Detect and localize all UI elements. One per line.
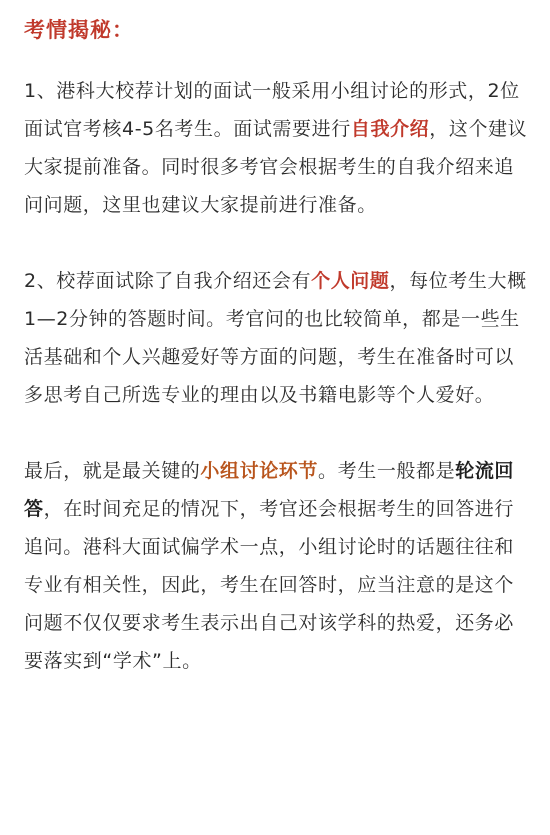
- paragraph-1-text-b: ，这个建议大家提前准备。同时很多考官会根据考生的自我介绍来追问问题，这里也建议大家提前进行准备。: [24, 118, 528, 216]
- paragraph-1: [24, 72, 528, 224]
- paragraph-2: [24, 262, 528, 414]
- section-heading: 考情揭秘：: [24, 18, 134, 42]
- paragraph-3-text-c: ，在时间充足的情况下，考官还会根据考生的回答进行追问。港科大面试偏学术一点，小组讨论时的话题往往和专业有相关性，因此，考生在回答时，应当注意的是这个问题不仅仅要求考生表示出自己对该学科的热爱，还务必要落实到“学术”上。: [24, 498, 515, 672]
- bold-take-turns: 轮流回答: [24, 460, 515, 520]
- highlight-self-intro: 自我介绍: [350, 118, 430, 140]
- paragraph-3: [24, 452, 528, 680]
- highlight-group-discussion: 小组讨论环节: [200, 460, 319, 482]
- paragraph-3-text-a: 最后，就是最关键的: [24, 460, 201, 482]
- paragraph-2-text-b: ，每位考生大概1—2分钟的答题时间。考官问的也比较简单，都是一些生活基础和个人兴趣爱好等方面的问题，考生在准备时可以多思考自己所选专业的理由以及书籍电影等个人爱好。: [24, 270, 527, 406]
- paragraph-1-text-a: 1、港科大校荐计划的面试一般采用小组讨论的形式，2位面试官考核4-5名考生。面试需要进行: [24, 80, 520, 140]
- paragraph-3-text-b: 。考生一般都是: [318, 460, 456, 482]
- highlight-personal-questions: 个人问题: [311, 270, 390, 292]
- paragraph-2-text-a: 2、校荐面试除了自我介绍还会有: [24, 270, 312, 292]
